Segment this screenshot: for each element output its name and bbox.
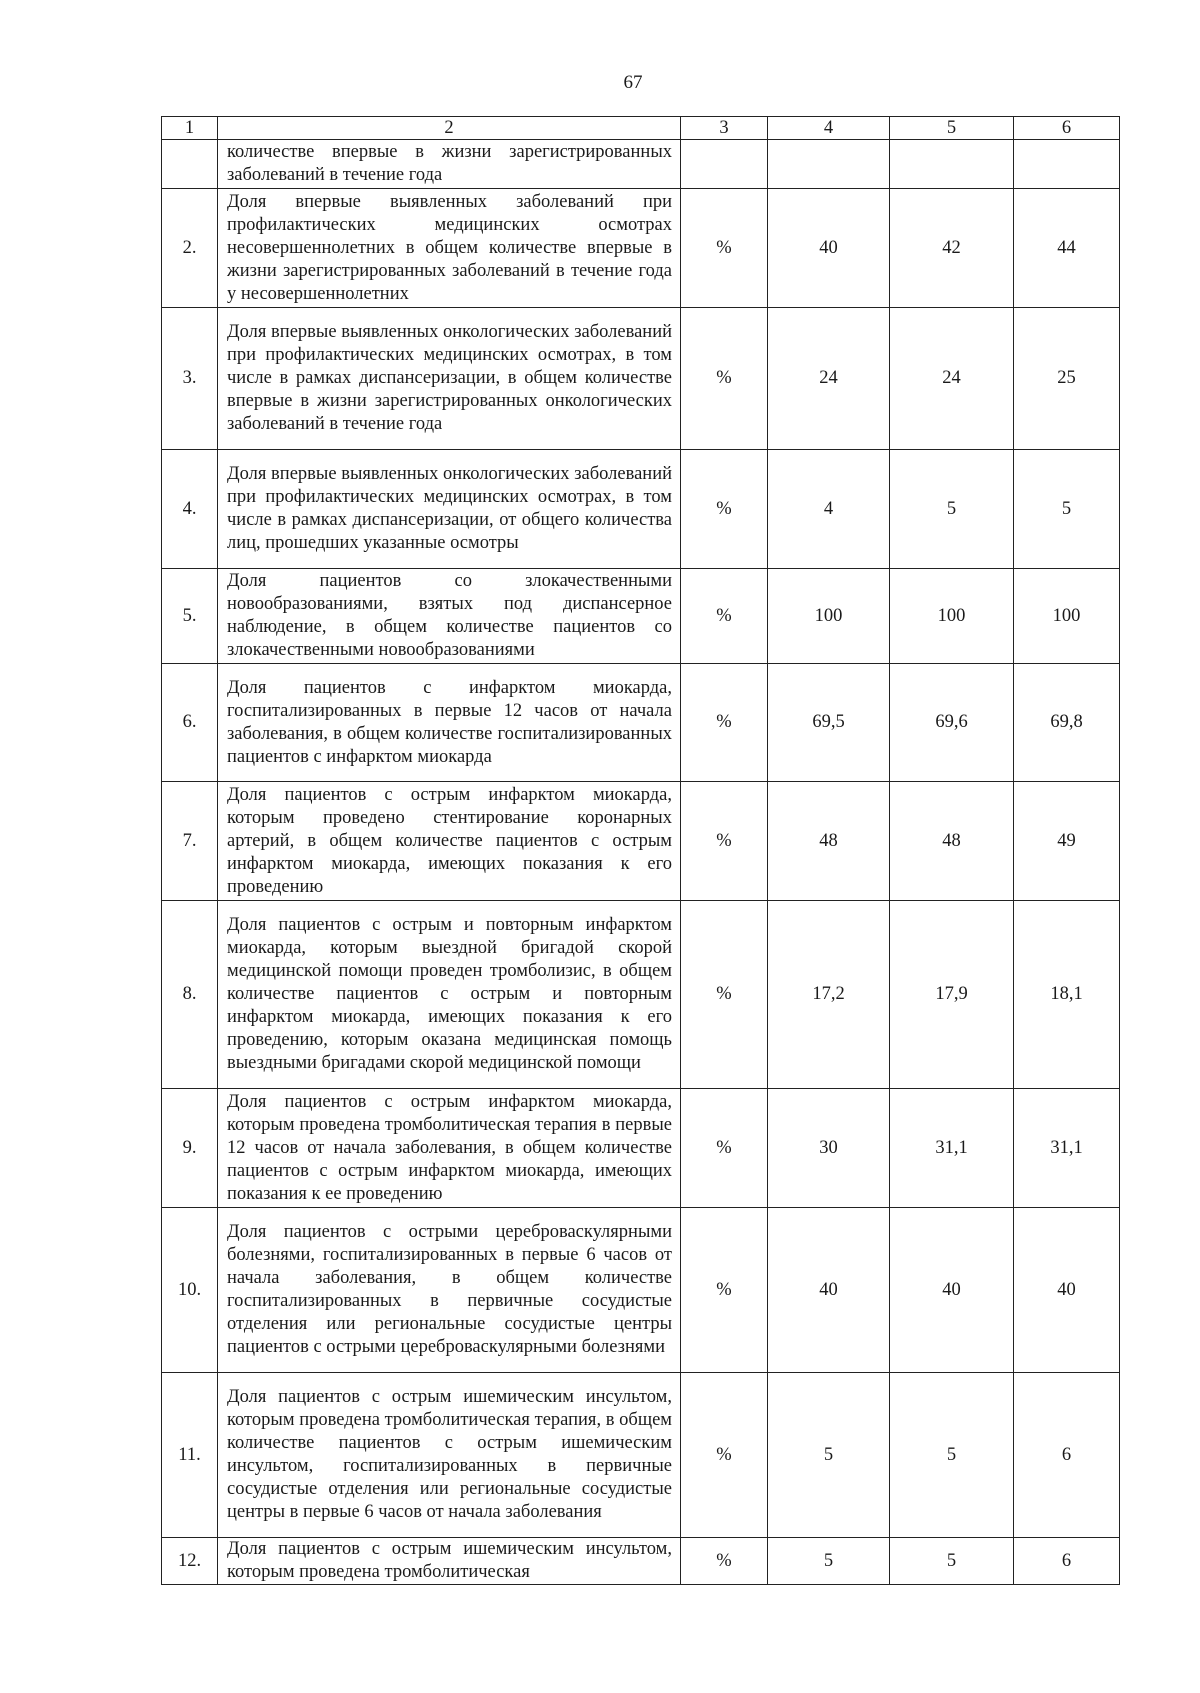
indicator-description: Доля впервые выявленных онкологических заболеваний при профилактических медицинских осмотрах, в том числе в рамках диспансеризации, от общего количества лиц, прошедших указанные осмотры: [218, 450, 681, 569]
row-number: 10.: [162, 1208, 218, 1373]
table-row: [162, 1208, 1120, 1373]
unit-cell: %: [681, 1538, 768, 1585]
value-col-6: 49: [1014, 782, 1120, 901]
value-col-4: 17,2: [768, 901, 890, 1089]
value-col-4: 5: [768, 1538, 890, 1585]
column-header-3: 3: [681, 117, 768, 140]
unit-cell: %: [681, 901, 768, 1089]
indicator-description: количестве впервые в жизни зарегистрированных заболеваний в течение года: [218, 140, 681, 189]
value-col-4: 100: [768, 569, 890, 664]
value-col-5: 69,6: [890, 664, 1014, 782]
indicator-description: Доля впервые выявленных онкологических заболеваний при профилактических медицинских осмотрах, в том числе в рамках диспансеризации, в общем количестве впервые в жизни зарегистрированных онкологических заболеваний в течение года: [218, 308, 681, 450]
value-col-5: 5: [890, 450, 1014, 569]
value-col-5: 40: [890, 1208, 1014, 1373]
table-row: [162, 1089, 1120, 1208]
row-number: 12.: [162, 1538, 218, 1585]
table-row-continuation: [162, 140, 1120, 189]
row-number: 6.: [162, 664, 218, 782]
value-col-4: 69,5: [768, 664, 890, 782]
value-col-5: [890, 140, 1014, 189]
unit-cell: %: [681, 664, 768, 782]
value-col-6: 69,8: [1014, 664, 1120, 782]
column-header-6: 6: [1014, 117, 1120, 140]
value-col-6: 5: [1014, 450, 1120, 569]
value-col-5: 100: [890, 569, 1014, 664]
page-number: 67: [623, 72, 643, 93]
value-col-6: 31,1: [1014, 1089, 1120, 1208]
indicator-description: Доля пациентов с острым инфарктом миокарда, которым проведена тромболитическая терапия в первые 12 часов от начала заболевания, в общем количестве пациентов с острым инфарктом миокарда, имеющих показания к ее проведению: [218, 1089, 681, 1208]
value-col-6: 6: [1014, 1538, 1120, 1585]
indicators-table: [161, 116, 1120, 1585]
indicator-description: Доля впервые выявленных заболеваний при профилактических медицинских осмотрах несовершеннолетних в общем количестве впервые в жизни зарегистрированных заболеваний в течение года у несовершеннолетних: [218, 189, 681, 308]
indicator-description: Доля пациентов с острыми цереброваскулярными болезнями, госпитализированных в первые 6 часов от начала заболевания, в общем количестве госпитализированных в первичные сосудистые отделения или региональные сосудистые центры пациентов с острыми цереброваскулярными болезнями: [218, 1208, 681, 1373]
unit-cell: %: [681, 189, 768, 308]
row-number: 3.: [162, 308, 218, 450]
table-row: [162, 901, 1120, 1089]
column-header-2: 2: [218, 117, 681, 140]
value-col-5: 5: [890, 1538, 1014, 1585]
row-number: 2.: [162, 189, 218, 308]
value-col-4: 48: [768, 782, 890, 901]
value-col-5: 17,9: [890, 901, 1014, 1089]
table-row: [162, 189, 1120, 308]
value-col-4: 4: [768, 450, 890, 569]
unit-cell: %: [681, 569, 768, 664]
indicator-description: Доля пациентов с острым инфарктом миокарда, которым проведено стентирование коронарных артерий, в общем количестве пациентов с острым инфарктом миокарда, имеющих показания к его проведению: [218, 782, 681, 901]
unit-cell: %: [681, 1089, 768, 1208]
unit-cell: %: [681, 782, 768, 901]
indicator-description: Доля пациентов с острым ишемическим инсультом, которым проведена тромболитическая: [218, 1538, 681, 1585]
value-col-6: 100: [1014, 569, 1120, 664]
value-col-6: 25: [1014, 308, 1120, 450]
value-col-4: 40: [768, 1208, 890, 1373]
value-col-4: 24: [768, 308, 890, 450]
indicator-description: Доля пациентов со злокачественными новообразованиями, взятых под диспансерное наблюдение, в общем количестве пациентов со злокачественными новообразованиями: [218, 569, 681, 664]
row-number: [162, 140, 218, 189]
row-number: 11.: [162, 1373, 218, 1538]
row-number: 9.: [162, 1089, 218, 1208]
value-col-6: 6: [1014, 1373, 1120, 1538]
table-row: [162, 450, 1120, 569]
table-row: [162, 308, 1120, 450]
indicator-description: Доля пациентов с острым и повторным инфарктом миокарда, которым выездной бригадой скорой медицинской помощи проведен тромболизис, в общем количестве пациентов с острым и повторным инфарктом миокарда, имеющих показания к его проведению, которым оказана медицинская помощь выездными бригадами скорой медицинской помощи: [218, 901, 681, 1089]
value-col-5: 24: [890, 308, 1014, 450]
value-col-4: 5: [768, 1373, 890, 1538]
value-col-5: 42: [890, 189, 1014, 308]
row-number: 7.: [162, 782, 218, 901]
indicator-description: Доля пациентов с острым ишемическим инсультом, которым проведена тромболитическая терапия, в общем количестве пациентов с острым ишемическим инсультом, госпитализированных в первичные сосудистые отделения или региональные сосудистые центры в первые 6 часов от начала заболевания: [218, 1373, 681, 1538]
table-row: [162, 782, 1120, 901]
table-row: [162, 1538, 1120, 1585]
table-row: [162, 569, 1120, 664]
row-number: 8.: [162, 901, 218, 1089]
value-col-6: 44: [1014, 189, 1120, 308]
value-col-5: 48: [890, 782, 1014, 901]
value-col-4: [768, 140, 890, 189]
unit-cell: %: [681, 450, 768, 569]
value-col-4: 40: [768, 189, 890, 308]
column-header-1: 1: [162, 117, 218, 140]
column-header-4: 4: [768, 117, 890, 140]
unit-cell: %: [681, 308, 768, 450]
value-col-4: 30: [768, 1089, 890, 1208]
value-col-5: 5: [890, 1373, 1014, 1538]
value-col-6: 40: [1014, 1208, 1120, 1373]
value-col-5: 31,1: [890, 1089, 1014, 1208]
value-col-6: [1014, 140, 1120, 189]
unit-cell: %: [681, 1208, 768, 1373]
unit-cell: %: [681, 1373, 768, 1538]
table-row: [162, 664, 1120, 782]
table-row: [162, 1373, 1120, 1538]
column-number-header-row: [162, 117, 1120, 140]
column-header-5: 5: [890, 117, 1014, 140]
row-number: 5.: [162, 569, 218, 664]
unit-cell: [681, 140, 768, 189]
value-col-6: 18,1: [1014, 901, 1120, 1089]
indicator-description: Доля пациентов с инфарктом миокарда, госпитализированных в первые 12 часов от начала заболевания, в общем количестве госпитализированных пациентов с инфарктом миокарда: [218, 664, 681, 782]
row-number: 4.: [162, 450, 218, 569]
